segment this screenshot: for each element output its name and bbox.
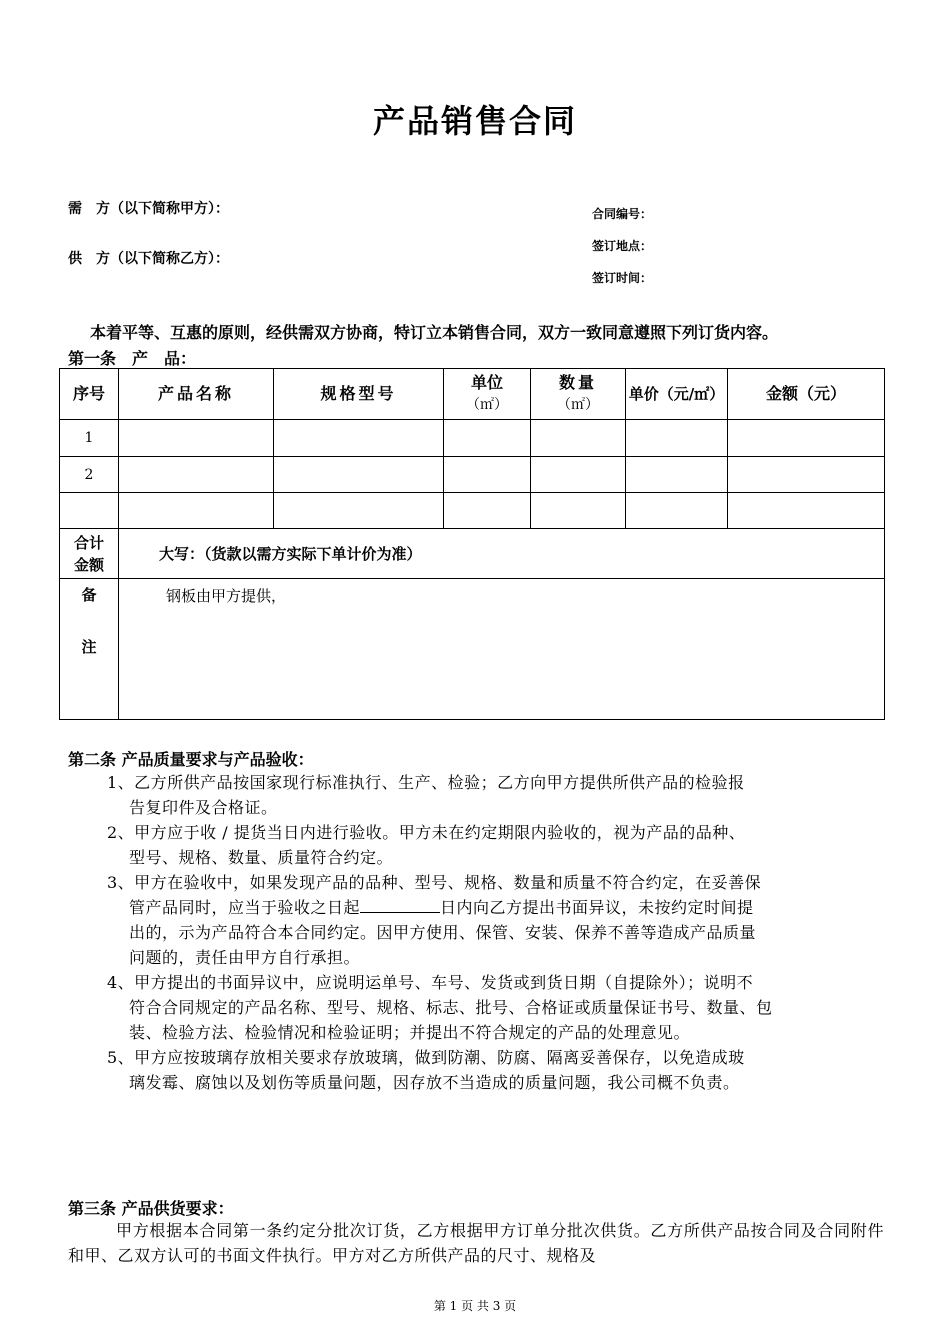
- item2-line2: 型号、规格、数量、质量符合约定。: [129, 848, 394, 867]
- total-label-line1: 合计: [73, 533, 104, 552]
- article3-paragraph: 甲方根据本合同第一条约定分批次订货，乙方根据甲方订单分批次供货。乙方所供产品按合同及合同附件和甲、乙双方认可的书面文件执行。甲方对乙方所供产品的尺寸、规格及: [68, 1221, 884, 1265]
- table-row: [60, 420, 885, 457]
- header-unit: [444, 369, 531, 420]
- row-seq: [60, 493, 119, 529]
- signing-time-label: 签订时间：: [592, 271, 653, 285]
- list-item: [107, 870, 884, 970]
- cell-unit-price: [626, 493, 728, 529]
- table-row: [60, 457, 885, 493]
- cell-unit: [444, 493, 531, 529]
- remark-label-gap: [60, 607, 118, 635]
- cell-quantity: [531, 493, 626, 529]
- header-quantity-line2: （㎡）: [557, 397, 599, 413]
- article1-heading: 第一条 产 品：: [68, 349, 197, 368]
- header-unit-line1: 单位: [470, 373, 503, 392]
- header-unit-line2: （㎡）: [466, 397, 508, 413]
- header-seq: 序号: [60, 369, 119, 420]
- list-item: [107, 820, 884, 870]
- remark-label-line2: 注: [81, 638, 97, 656]
- header-amount: 金额（元）: [728, 369, 885, 420]
- item1-line1: 1、乙方所供产品按国家现行标准执行、生产、检验；乙方向甲方提供所供产品的检验报: [107, 773, 745, 792]
- cell-quantity: [531, 420, 626, 457]
- cell-quantity: [531, 457, 626, 493]
- cell-spec: [274, 493, 444, 529]
- remark-text: 钢板由甲方提供，: [119, 579, 885, 720]
- cell-product-name: [119, 420, 274, 457]
- list-item: [107, 770, 884, 820]
- row-seq: 2: [60, 457, 119, 493]
- remark-row: [60, 579, 885, 720]
- item3-line1: 3、甲方在验收中，如果发现产品的品种、型号、规格、数量和质量不符合约定，在妥善保: [107, 873, 762, 892]
- signing-place-label: 签订地点：: [592, 239, 653, 253]
- cell-amount: [728, 493, 885, 529]
- header-product-name: 产品名称: [119, 369, 274, 420]
- cell-spec: [274, 457, 444, 493]
- article2-heading: 第二条 产品质量要求与产品验收：: [68, 750, 314, 769]
- item5-line2: 璃发霉、腐蚀以及划伤等质量问题，因存放不当造成的质量问题，我公司概不负责。: [129, 1073, 740, 1092]
- item3-line2-b: 日内向乙方提出书面异议，未按约定时间提: [440, 898, 754, 917]
- cell-unit-price: [626, 457, 728, 493]
- total-amount-label: [60, 529, 119, 579]
- cell-product-name: [119, 493, 274, 529]
- item3-line4: 问题的，责任由甲方自行承担。: [129, 948, 361, 967]
- item5-line1: 5、甲方应按玻璃存放相关要求存放玻璃，做到防潮、防腐、隔离妥善保存，以免造成玻: [107, 1048, 745, 1067]
- cell-unit: [444, 457, 531, 493]
- cell-spec: [274, 420, 444, 457]
- item4-line1: 4、甲方提出的书面异议中，应说明运单号、车号、发货或到货日期（自提除外）；说明不: [107, 973, 754, 992]
- item4-line2: 符合合同规定的产品名称、型号、规格、标志、批号、合格证或质量保证书号、数量、包: [129, 998, 773, 1017]
- item1-line2: 告复印件及合格证。: [129, 798, 278, 817]
- cell-amount: [728, 457, 885, 493]
- article3-heading: 第三条 产品供货要求：: [68, 1199, 234, 1218]
- days-blank: [360, 898, 440, 913]
- header-spec-model: 规格型号: [274, 369, 444, 420]
- item4-line3: 装、检验方法、检验情况和检验证明；并提出不符合规定的产品的处理意见。: [129, 1023, 691, 1042]
- item3-line2: [107, 895, 884, 920]
- item3-line3: 出的，示为产品符合本合同约定。因甲方使用、保管、安装、保养不善等造成产品质量: [129, 923, 757, 942]
- table-row: [60, 493, 885, 529]
- remark-label: [60, 579, 119, 720]
- item2-line1: 2、甲方应于收 / 提货当日内进行验收。甲方未在约定期限内验收的，视为产品的品种、: [107, 823, 746, 842]
- contract-number-label: 合同编号：: [592, 207, 653, 221]
- list-item: [107, 1045, 884, 1095]
- seller-party-label: 供 方（以下简称乙方）：: [68, 251, 229, 267]
- total-label-line2: 金额: [73, 555, 104, 574]
- total-amount-text: 大写：（货款以需方实际下单计价为准）: [119, 529, 885, 579]
- table-header-row: [60, 369, 885, 420]
- row-seq: 1: [60, 420, 119, 457]
- total-row: [60, 529, 885, 579]
- cell-product-name: [119, 457, 274, 493]
- buyer-party-label: 需 方（以下简称甲方）：: [68, 201, 229, 217]
- cell-unit: [444, 420, 531, 457]
- document-title: 产品销售合同: [372, 102, 577, 140]
- header-quantity-line1: 数量: [558, 373, 597, 392]
- header-unit-price: 单价（元/㎡）: [626, 369, 728, 420]
- header-quantity: [531, 369, 626, 420]
- page-footer: 第 1 页 共 3 页: [433, 1299, 517, 1313]
- intro-paragraph: 本着平等、互惠的原则，经供需双方协商，特订立本销售合同，双方一致同意遵照下列订货内容。: [90, 323, 779, 342]
- list-item: [107, 970, 884, 1045]
- product-table: [59, 368, 885, 720]
- cell-unit-price: [626, 420, 728, 457]
- cell-amount: [728, 420, 885, 457]
- item3-line2-a: 管产品同时，应当于验收之日起: [129, 898, 361, 917]
- remark-label-line1: 备: [81, 586, 97, 604]
